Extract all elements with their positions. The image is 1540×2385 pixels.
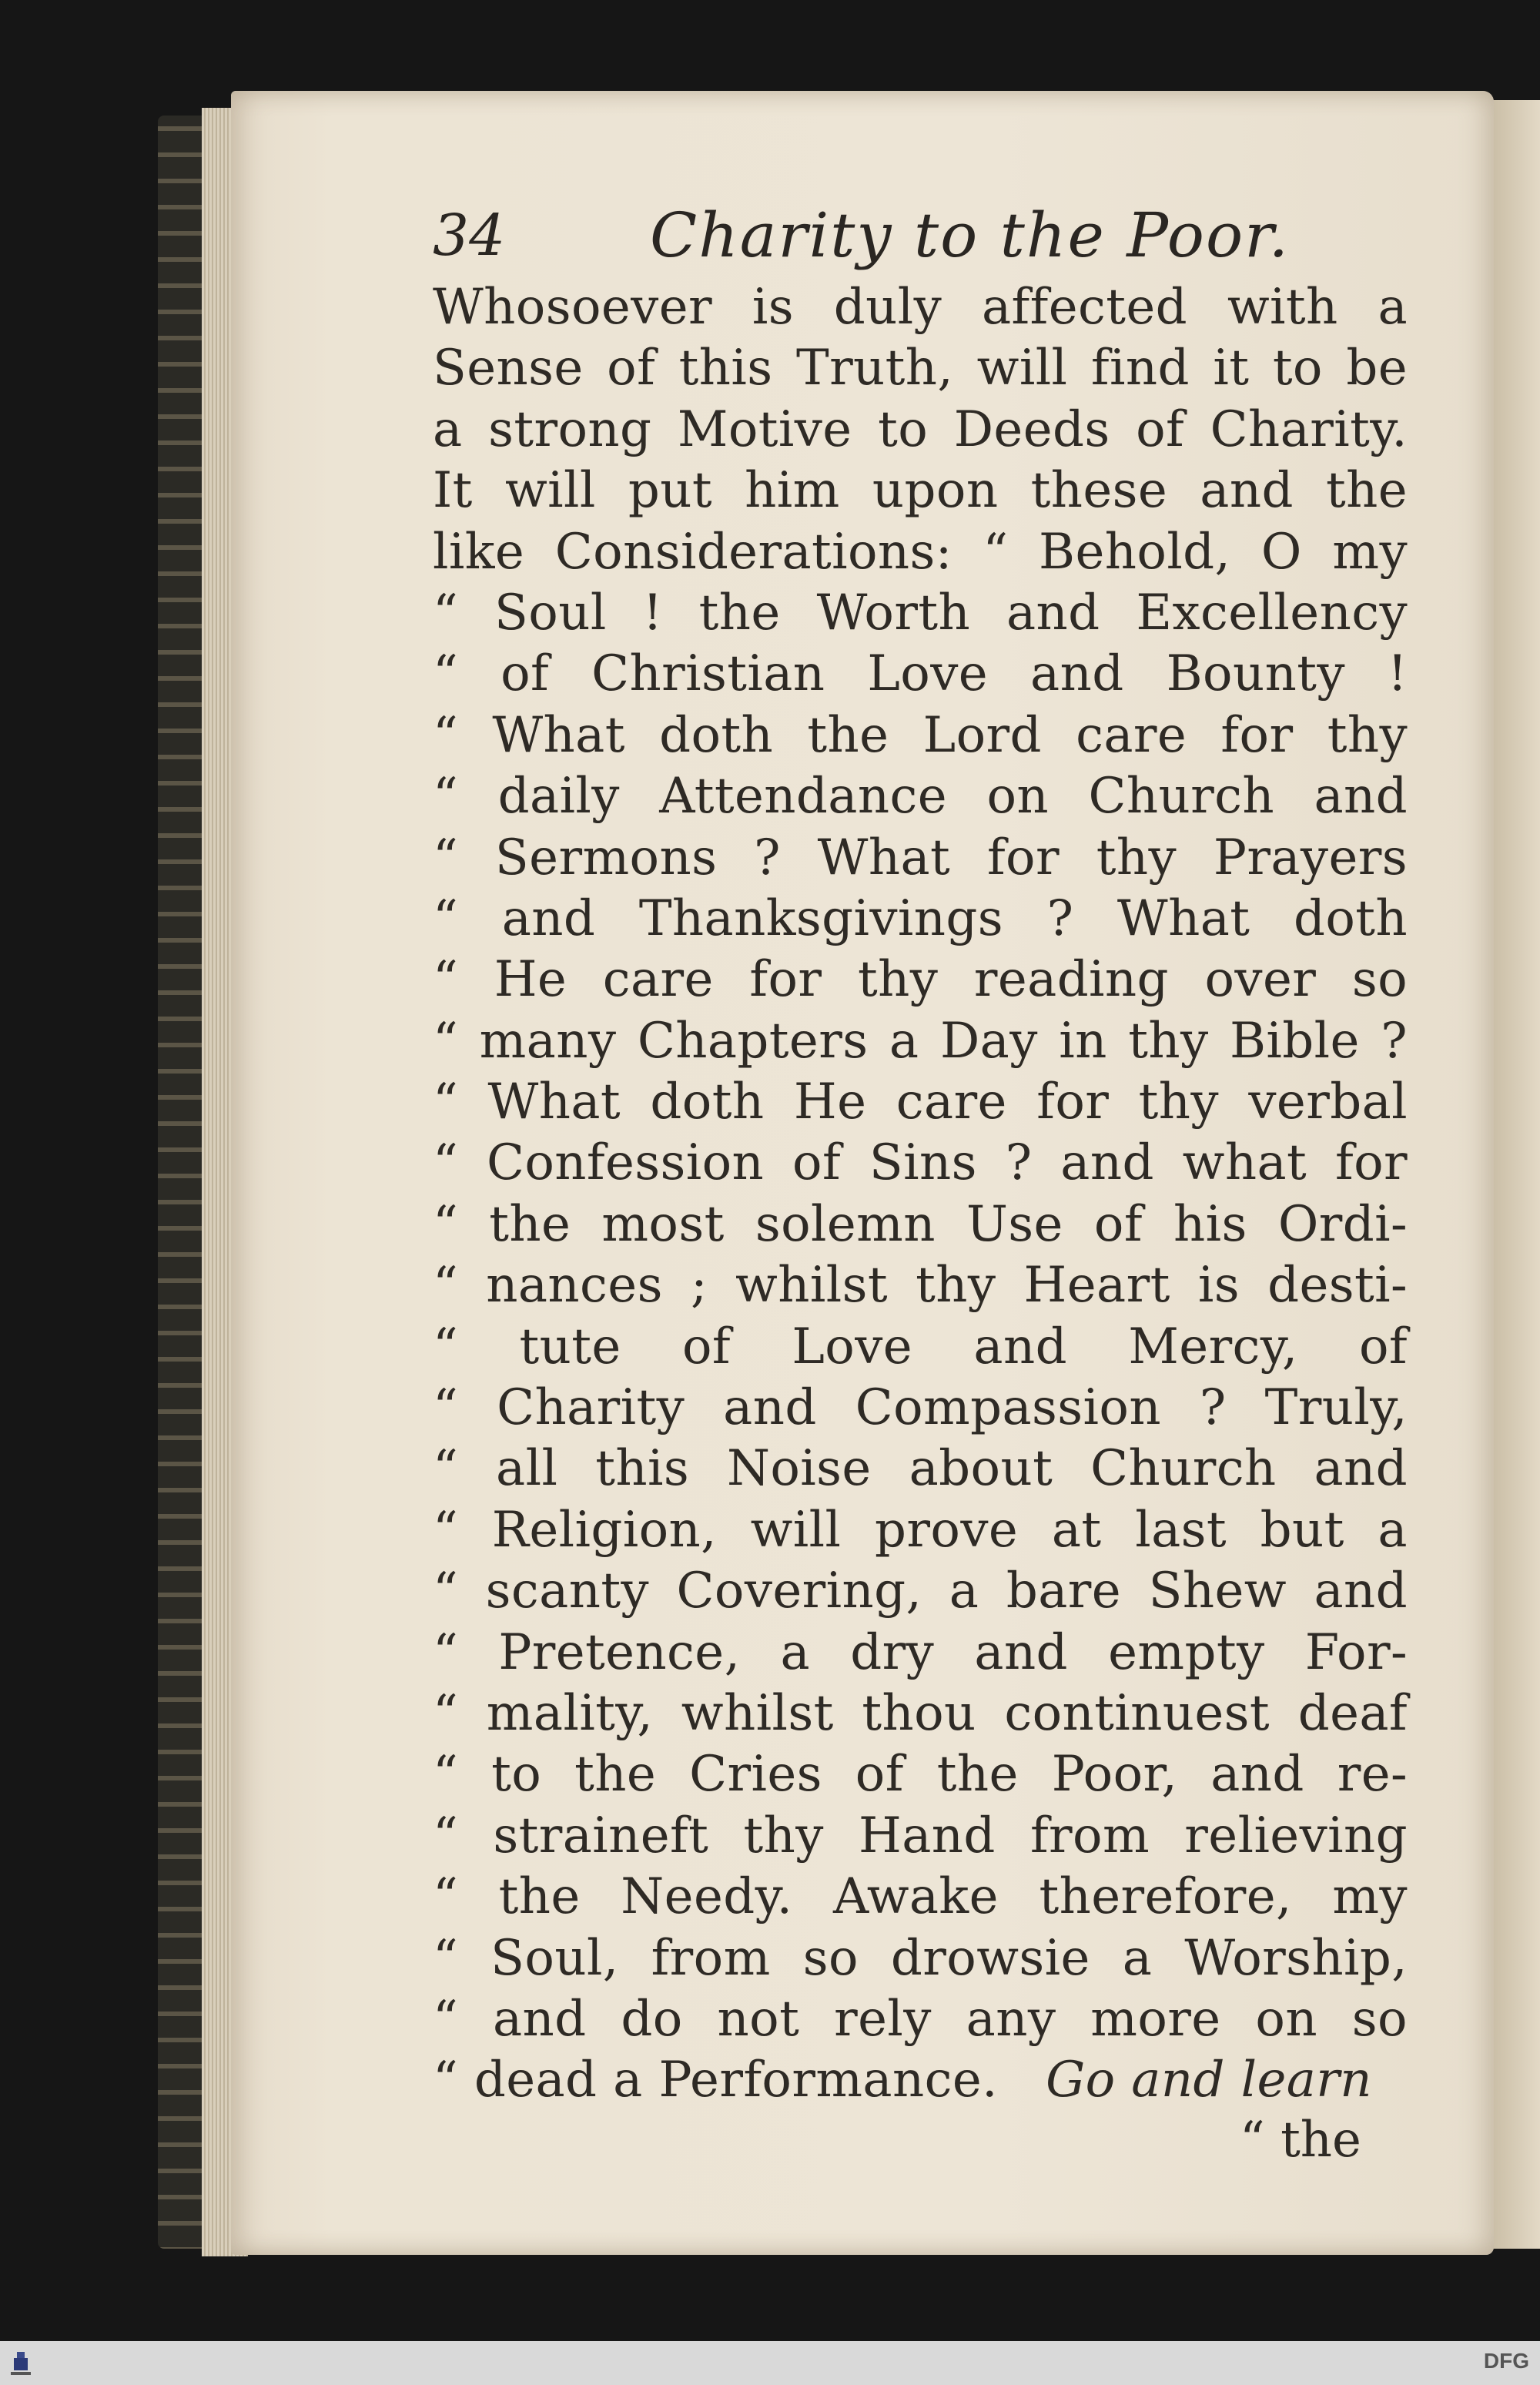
text-line: “ Soul ! the Worth and Excellency xyxy=(433,584,1408,641)
catchword: “ the xyxy=(1240,2112,1361,2169)
text-line: “ the most solemn Use of his Ordi- xyxy=(433,1195,1408,1253)
text-line: “ Soul, from so drowsie a Worship, xyxy=(433,1929,1408,1987)
text-line: “ mality, whilst thou continuest deaf xyxy=(433,1684,1408,1742)
viewer-footer xyxy=(0,2341,1540,2385)
page-number: 34 xyxy=(433,203,506,269)
text-line: “ Charity and Compassion ? Truly, xyxy=(433,1379,1408,1437)
text-line: “ and do not rely any more on so xyxy=(433,1990,1408,2048)
text-line: Whosoever is duly affected with a xyxy=(433,279,1408,336)
facing-page-edge xyxy=(1490,100,1540,2249)
text-line: “ many Chapters a Day in thy Bible ? xyxy=(433,1012,1408,1070)
text-line: “ Sermons ? What for thy Prayers xyxy=(433,829,1408,886)
dfg-label: DFG xyxy=(1483,2349,1529,2373)
text-line: “ tute of Love and Mercy, of xyxy=(433,1318,1408,1375)
text-line: “ scanty Covering, a bare Shew and xyxy=(433,1563,1408,1620)
text-line: like Considerations: “ Behold, O my xyxy=(433,523,1408,581)
body-text xyxy=(433,277,1408,2112)
text-line: “ Pretence, a dry and empty For- xyxy=(433,1623,1408,1681)
text-line: It will put him upon these and the xyxy=(433,462,1408,520)
text-line: “ of Christian Love and Bounty ! xyxy=(433,645,1408,703)
text-line: “ What doth the Lord care for thy xyxy=(433,706,1408,764)
text-line: “ the Needy. Awake therefore, my xyxy=(433,1868,1408,1926)
text-line: “ What doth He care for thy verbal xyxy=(433,1074,1408,1131)
text-line: “ to the Cries of the Poor, and re- xyxy=(433,1746,1408,1804)
text-line: “ He care for thy reading over so xyxy=(433,951,1408,1009)
text-line: “ daily Attendance on Church and xyxy=(433,768,1408,826)
text-line: “ straineft thy Hand from relieving xyxy=(433,1807,1408,1864)
running-title: Charity to the Poor. xyxy=(650,199,1291,271)
text-line: “ nances ; whilst thy Heart is desti- xyxy=(433,1257,1408,1315)
page-header xyxy=(433,196,1434,281)
text-line: a strong Motive to Deeds of Charity. xyxy=(433,400,1408,458)
text-line: “ Religion, will prove at last but a xyxy=(433,1501,1408,1559)
library-logo-icon xyxy=(8,2349,34,2380)
last-line-text: “ dead a Performance. xyxy=(433,2052,998,2109)
text-line-last xyxy=(433,2050,1408,2111)
text-line: “ Confession of Sins ? and what for xyxy=(433,1134,1408,1192)
last-line-italic: Go and learn xyxy=(1046,2052,1372,2109)
text-line: “ and Thanksgivings ? What doth xyxy=(433,889,1408,947)
text-line: Sense of this Truth, will find it to be xyxy=(433,340,1408,397)
text-line: “ all this Noise about Church and xyxy=(433,1440,1408,1498)
